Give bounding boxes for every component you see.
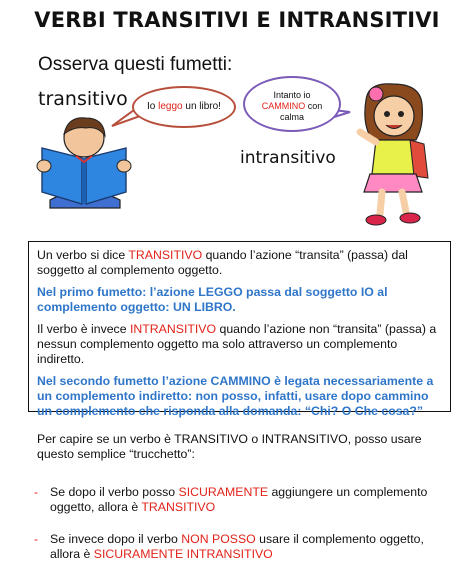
text: quando l’azione non “transita” (passa) a nessun complemento oggetto ma solo attraverso un complemento indiretto. — [37, 322, 437, 366]
bullet-dash: - — [34, 532, 39, 546]
bubble-tails — [0, 0, 474, 160]
speech-bubble-intransitivo — [243, 76, 341, 132]
page-title: VERBI TRANSITIVI E INTRANSITIVI — [34, 8, 440, 32]
definition-transitivo — [37, 248, 444, 278]
example-transitivo: Nel primo fumetto: l’azione LEGGO passa dal soggetto IO al complemento oggetto: UN LIBRO. — [37, 285, 388, 314]
subtitle: Osserva questi fumetti: — [38, 54, 233, 75]
label-intransitivo: intransitivo — [240, 148, 336, 168]
label-transitivo: transitivo — [38, 88, 128, 110]
text: Un verbo si dice — [37, 248, 129, 262]
text: usare il complemento oggetto, allora è — [50, 532, 424, 561]
bubble2-text: Intanto io — [273, 90, 311, 100]
bubble1-text: Io — [147, 101, 159, 112]
keyword: SICURAMENTE INTRANSITIVO — [93, 547, 273, 561]
speech-bubble-transitivo — [132, 86, 236, 128]
example-intransitivo: Nel secondo fumetto l’azione CAMMINO è legata necessariamente a un complemento indiretto: non posso, infatti, usare dopo cammino un complemento che risponda alla domanda: “Chi? O Che cosa?” — [37, 374, 434, 418]
bullet-dash: - — [34, 485, 39, 499]
keyword: NON POSSO — [181, 532, 256, 546]
text: aggiungere un complemento oggetto, allora è — [50, 485, 428, 514]
bubble1-text-end: un libro! — [182, 101, 221, 112]
keyword: TRANSITIVO — [141, 500, 216, 514]
definition-box — [28, 241, 451, 418]
keyword-intransitivo: INTRANSITIVO — [129, 322, 217, 336]
list-item — [34, 532, 430, 562]
keyword: SICURAMENTE — [178, 485, 269, 499]
trick-intro: Per capire se un verbo è TRANSITIVO o INTRANSITIVO, posso usare questo semplice “trucchetto”: — [37, 432, 422, 461]
bubble2-verb: CAMMINO — [261, 101, 306, 111]
text: Se dopo il verbo posso — [50, 485, 179, 499]
text: Il verbo è invece — [37, 322, 130, 336]
text: quando l’azione “transita” (passa) dal soggetto al complemento oggetto. — [37, 248, 408, 277]
keyword-transitivo: TRANSITIVO — [128, 248, 203, 262]
list-item — [34, 485, 430, 515]
definition-intransitivo — [37, 322, 444, 367]
bubble2-text-end: con calma — [279, 101, 323, 122]
text: Se invece dopo il verbo — [50, 532, 182, 546]
bubble1-verb: leggo — [158, 101, 183, 112]
